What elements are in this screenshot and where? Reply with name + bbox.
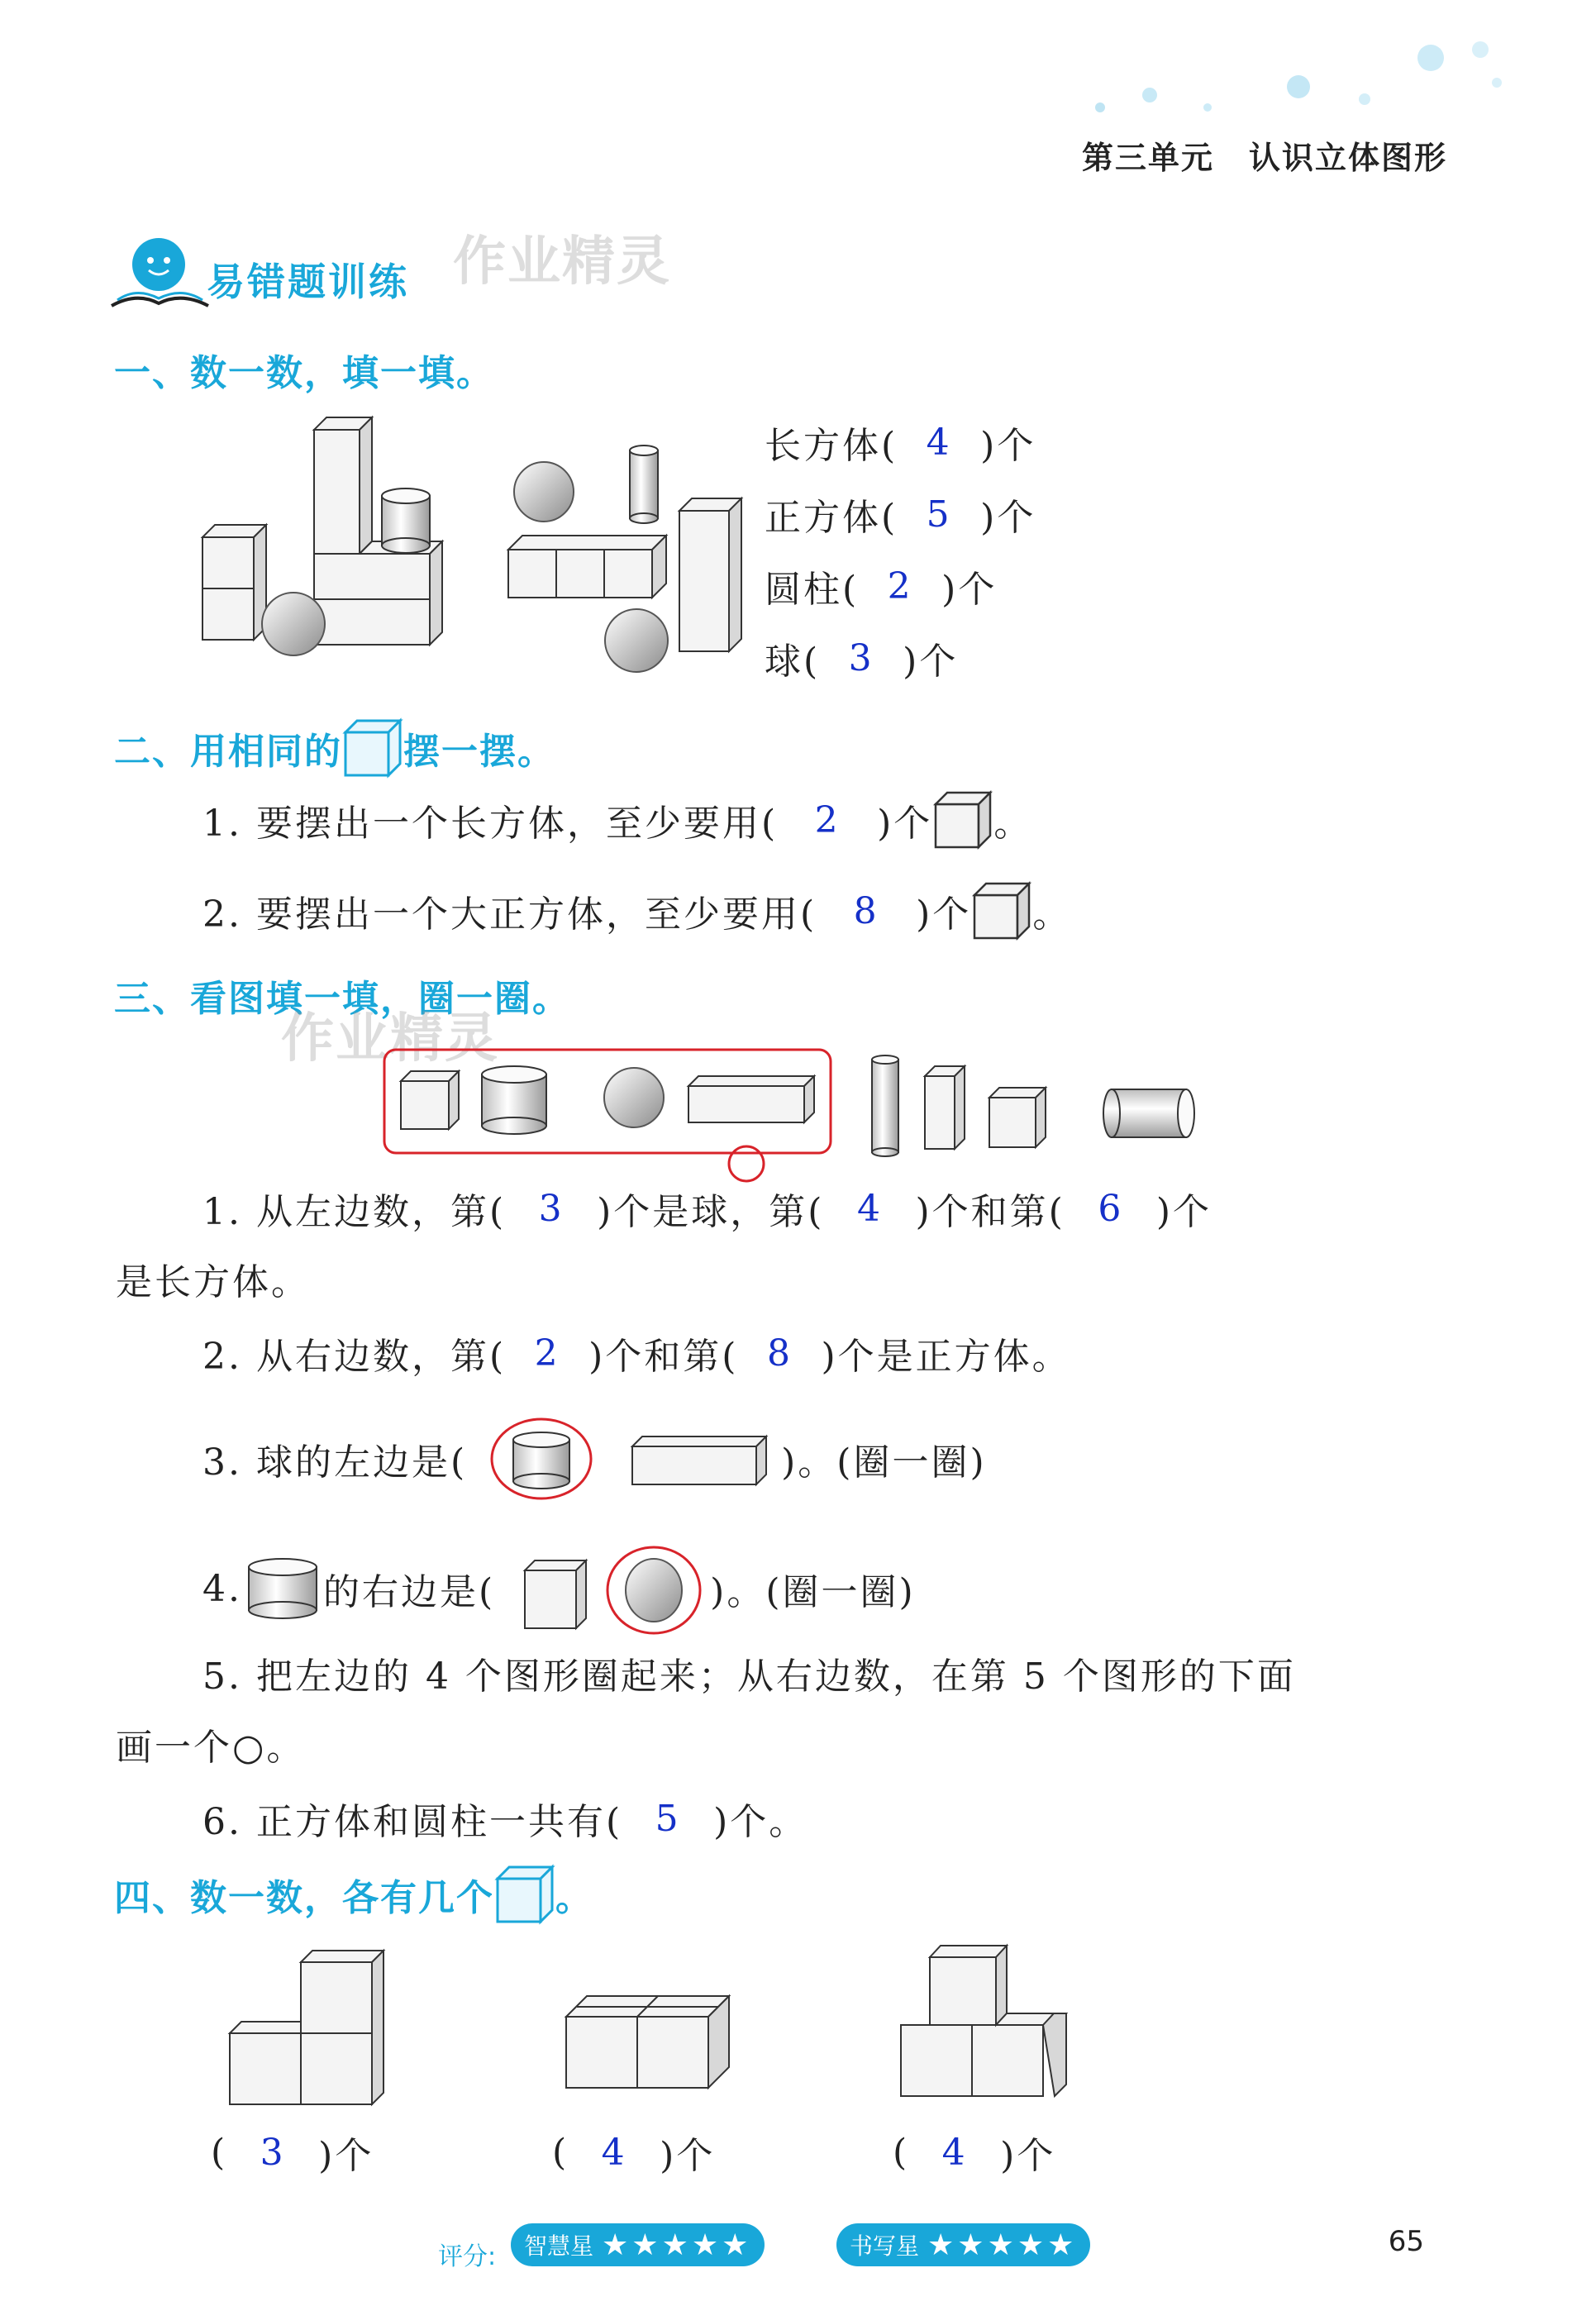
s1-item-label: 圆柱(	[765, 569, 860, 611]
star-icon: ★★★★★	[927, 2227, 1078, 2262]
unit-label: 第三单元	[1081, 140, 1214, 176]
s3-q2-answer-1: 2	[534, 1332, 560, 1375]
s3-q5-line2: 画一个○。	[116, 1727, 306, 1769]
s1-item-label: 长方体(	[765, 425, 898, 467]
page-header	[1082, 132, 1447, 178]
section2-title-post: 摆一摆。	[403, 731, 555, 773]
watermark: 作业精灵	[281, 1008, 499, 1070]
s4-answer-value-2: 4	[601, 2131, 627, 2174]
s1-item-cylinder	[765, 560, 997, 612]
cube-icon	[971, 880, 1032, 941]
cube-icon	[342, 717, 403, 779]
s3-q6-text-a: 6. 正方体和圆柱一共有(	[202, 1801, 623, 1843]
s4-answer-open: (	[211, 2131, 228, 2174]
s2-q2-end: 。	[1032, 893, 1072, 936]
s3-q2-text-a: 2. 从右边数，第(	[202, 1336, 507, 1378]
s3-q1-answer-2: 4	[856, 1187, 883, 1230]
s3-q2-text-c: )个是正方体。	[821, 1336, 1071, 1378]
s3-q1-text-a: 1. 从左边数，第(	[202, 1191, 507, 1233]
cube-icon	[932, 789, 993, 850]
decorative-dots	[1051, 25, 1513, 124]
s3-q1-text-c: )个和第(	[915, 1191, 1065, 1233]
s3-q1-line2: 是长方体。	[116, 1261, 310, 1303]
s1-item-cuboid	[765, 416, 1036, 469]
s1-answer-cube: 5	[926, 493, 952, 536]
section4-cube-figures	[223, 1934, 1124, 2124]
section2-title-pre: 二、用相同的	[114, 731, 342, 773]
s2-q1-answer: 2	[814, 798, 841, 841]
cube-icon	[494, 1864, 555, 1925]
s2-q1-suffix: )个	[877, 803, 933, 845]
s3-q4-text-b: 的右边是(	[322, 1571, 496, 1613]
s3-q2-text-b: )个和第(	[588, 1336, 739, 1378]
watermark: 作业精灵	[453, 231, 671, 293]
s1-answer-cuboid: 4	[926, 421, 952, 464]
s3-q6-answer: 5	[655, 1797, 681, 1840]
unit-title: 认识立体图形	[1248, 140, 1447, 176]
s2-question-2	[202, 880, 1071, 941]
s4-answer-close: )个	[318, 2135, 374, 2177]
section4-title-pre: 四、数一数，各有几个	[114, 1877, 494, 1919]
s4-answer-close: )个	[660, 2135, 716, 2177]
section1-shapes-figure	[198, 413, 760, 686]
score-label: 评分:	[438, 2242, 497, 2271]
banner-title: 易错题训练	[207, 260, 409, 304]
s1-item-label: 正方体(	[765, 497, 898, 539]
s3-q4-text-a: 4.	[202, 1567, 242, 1610]
wisdom-star-rating	[511, 2223, 765, 2266]
s4-answer-close: )个	[1000, 2135, 1056, 2177]
star-icon: ★★★★★	[602, 2227, 752, 2262]
section4-title-post: 。	[555, 1877, 593, 1919]
s4-answer-value-1: 3	[260, 2131, 286, 2174]
writing-label: 书写星	[850, 2232, 920, 2260]
section4-title	[114, 1864, 593, 1925]
s1-item-suffix: )个	[980, 497, 1036, 539]
cylinder-icon	[242, 1556, 323, 1622]
s3-q2-answer-2: 8	[766, 1332, 793, 1375]
s3-q3-text-a: 3. 球的左边是(	[202, 1441, 468, 1484]
s3-q1-answer-1: 3	[538, 1187, 565, 1230]
section1-title: 一、数一数，填一填。	[114, 352, 494, 394]
s2-q2-text: 2. 要摆出一个大正方体，至少要用(	[202, 893, 817, 936]
s1-item-suffix: )个	[941, 569, 998, 611]
s4-answer-2	[552, 2126, 715, 2179]
s4-answer-1	[211, 2126, 374, 2179]
s3-q5-line1: 5. 把左边的 4 个图形圈起来；从右边数，在第 5 个图形的下面	[202, 1656, 1296, 1698]
s3-q6-text-b: )个。	[713, 1801, 808, 1843]
s2-q2-suffix: )个	[916, 893, 972, 936]
s4-answer-3	[893, 2126, 1055, 2179]
s3-q1-answer-3: 6	[1098, 1187, 1124, 1230]
s1-item-label: 球(	[765, 641, 821, 683]
s3-q4-options	[495, 1539, 710, 1638]
banner-face-book-icon	[107, 227, 215, 318]
s3-question-6	[202, 1792, 808, 1845]
s4-answer-open: (	[552, 2131, 569, 2174]
s4-answer-value-3: 4	[941, 2131, 968, 2174]
writing-star-rating	[836, 2223, 1090, 2266]
page-number: 65	[1388, 2225, 1424, 2258]
s3-q4-text-c: )。(圈一圈)	[710, 1571, 916, 1613]
s2-q1-text: 1. 要摆出一个长方体，至少要用(	[202, 803, 779, 845]
s1-item-cube	[765, 488, 1036, 541]
s3-q1-text-b: )个是球，第(	[597, 1191, 825, 1233]
s2-q2-answer: 8	[853, 889, 879, 932]
s1-item-suffix: )个	[980, 425, 1036, 467]
s3-q3-options	[467, 1413, 781, 1504]
section3-title: 三、看图填一填，圈一圈。	[114, 978, 570, 1020]
s3-question-2	[202, 1327, 1071, 1379]
s3-q3-text-b: )。(圈一圈)	[781, 1441, 987, 1484]
s2-q1-end: 。	[993, 803, 1033, 845]
s1-item-sphere	[765, 631, 958, 684]
s3-question-3	[202, 1413, 987, 1504]
wisdom-label: 智慧星	[524, 2232, 594, 2260]
s1-answer-cylinder: 2	[887, 565, 913, 607]
section2-title	[114, 717, 555, 779]
s3-q1-text-d: )个	[1155, 1191, 1212, 1233]
s3-question-1	[202, 1182, 1212, 1235]
s1-answer-sphere: 3	[848, 636, 874, 679]
s1-item-suffix: )个	[903, 641, 959, 683]
s2-question-1	[202, 789, 1032, 850]
s3-question-4	[202, 1539, 916, 1638]
s4-answer-open: (	[893, 2131, 910, 2174]
